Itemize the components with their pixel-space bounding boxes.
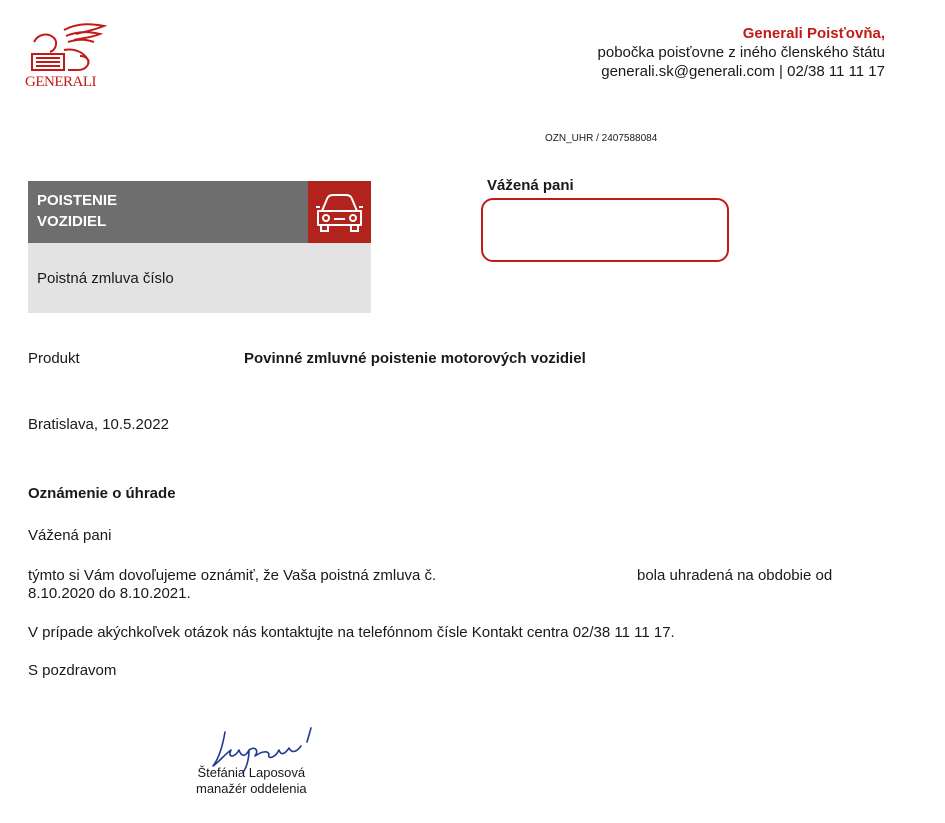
signatory-name: Štefánia Laposová [197, 765, 306, 780]
notice-paragraph-1a: týmto si Vám dovoľujeme oznámiť, že Vaša poistná zmluva č. [28, 567, 437, 584]
company-subtitle: pobočka poisťovne z iného členského štátu [597, 44, 885, 61]
signatory-role: manažér oddelenia [196, 781, 307, 796]
contract-number-label: Poistná zmluva číslo [37, 270, 174, 287]
notice-paragraph-1b: bola uhradená na obdobie od [637, 567, 833, 584]
recipient-salutation: Vážená pani [487, 177, 574, 194]
panel-title [37, 190, 117, 232]
notice-heading: Oznámenie o úhrade [28, 485, 176, 502]
panel-icon-box [308, 181, 371, 243]
car-icon [308, 181, 371, 243]
insurance-panel [28, 181, 371, 313]
panel-header [28, 181, 308, 243]
notice-paragraph-2: V prípade akýchkoľvek otázok nás kontaktujte na telefónnom čísle Kontakt centra 02/38 11 11 17. [28, 624, 675, 641]
product-value: Povinné zmluvné poistenie motorových vozidiel [244, 350, 586, 367]
company-name: Generali Poisťovňa, [742, 25, 885, 42]
place-date: Bratislava, 10.5.2022 [28, 416, 169, 433]
generali-wordmark: GENERALI [25, 74, 96, 90]
closing: S pozdravom [28, 662, 117, 679]
notice-greeting: Vážená pani [28, 527, 112, 544]
signatory [196, 765, 307, 797]
recipient-address-box [481, 198, 729, 262]
panel-title-line2: VOZIDIEL [37, 213, 107, 230]
product-label: Produkt [28, 350, 80, 367]
notice-paragraph-1c: 8.10.2020 do 8.10.2021. [28, 585, 191, 602]
panel-title-line1: POISTENIE [37, 192, 118, 209]
company-contact: generali.sk@generali.com | 02/38 11 11 17 [601, 63, 885, 80]
document-reference: OZN_UHR / 2407588084 [545, 133, 658, 144]
company-header [598, 24, 885, 81]
